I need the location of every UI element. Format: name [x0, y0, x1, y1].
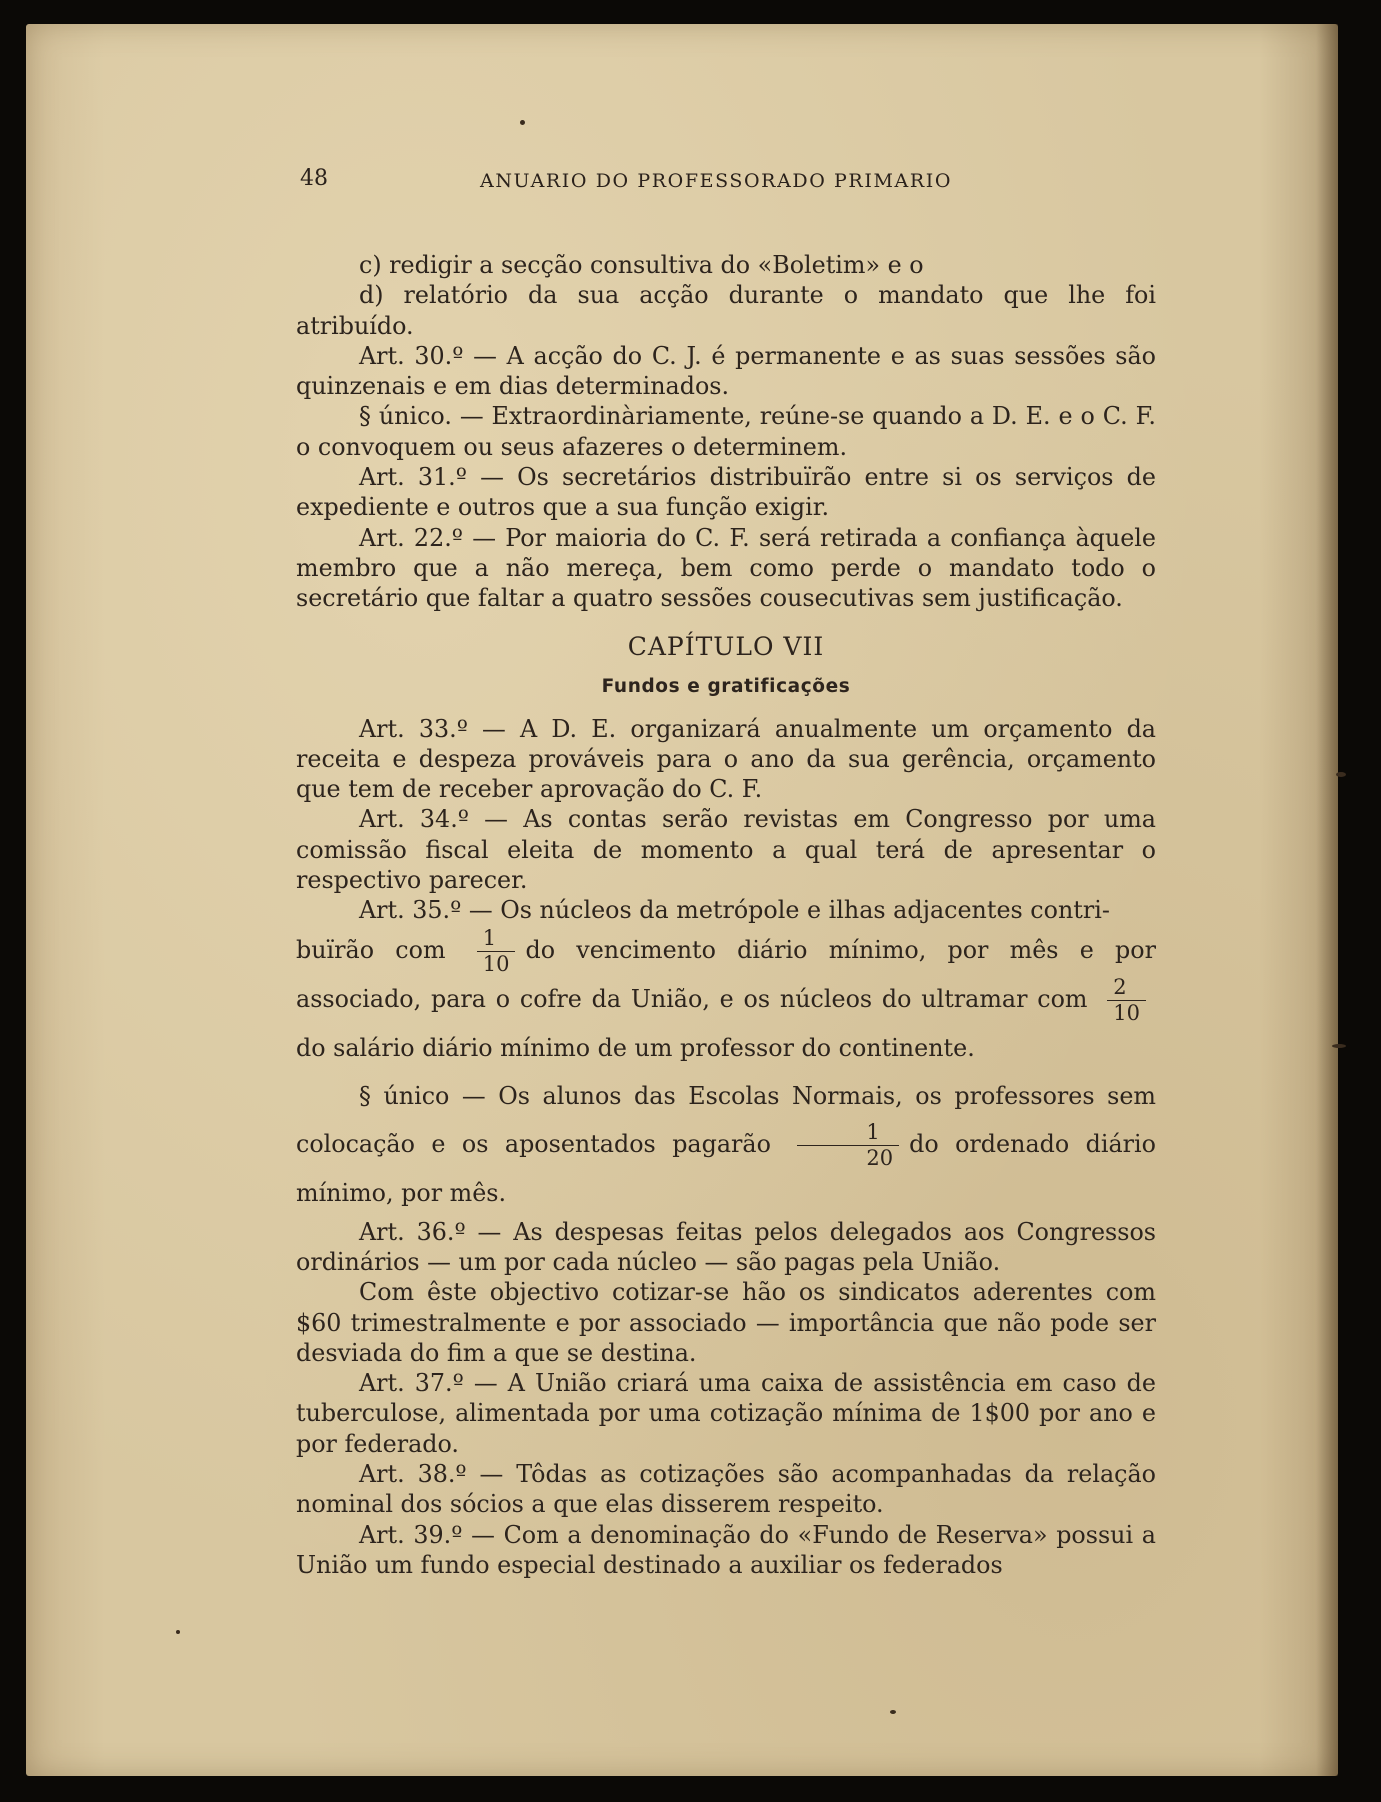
ink-speck	[1332, 1044, 1346, 1048]
article-37: Art. 37.º — A União criará uma caixa de assistência em caso de tuberculose, alimentada por uma cotização mínima de 1$00 por ano e por federado.	[296, 1369, 1156, 1458]
section-title: Fundos e gratificações	[601, 675, 851, 697]
fraction-one-twentieth	[797, 1119, 899, 1170]
page-header	[300, 166, 982, 196]
fraction-one-tenth	[477, 925, 516, 976]
fraction-denominator: 10	[1113, 1000, 1140, 1025]
ink-speck	[176, 1630, 180, 1634]
ink-speck	[890, 1710, 896, 1714]
article-31: Art. 31.º — Os secretários distribuïrão entre si os serviços de expediente e outros que a sua função exigir.	[296, 463, 1156, 522]
page-number: 48	[300, 166, 328, 191]
fraction-two-tenths	[1107, 974, 1146, 1025]
paragraph-unico-part-a: § único — Os alunos das Escolas Normais, os professores sem colocação e os aposentados pagarão	[296, 1081, 1156, 1158]
article-22: Art. 22.º — Por maioria do C. F. será retirada a confiança àquele membro que a não mereça, bem como perde o mandato todo o secretário que faltar a quatro sessões cousecutivas sem justificação.	[296, 523, 1156, 613]
article-36-continued: Com êste objectivo cotizar-se hão os sindicatos aderentes com $60 trimestralmente e por associado — importância que não pode ser desviada do fim a que se destina.	[296, 1278, 1156, 1367]
article-30: Art. 30.º — A acção do C. J. é permanente e as suas sessões são quinzenais e em dias determinados.	[296, 341, 1156, 401]
article-33: Art. 33.º — A D. E. organizará anualmente um orçamento da receita e despeza prováveis para o ano da sua gerência, orçamento que tem de receber aprovação do C. F.	[296, 714, 1156, 804]
book-page	[26, 24, 1338, 1776]
fraction-numerator: 1	[477, 928, 516, 952]
paragraph-unico-part-b: do ordenado diário mínimo, por mês.	[296, 1129, 1156, 1207]
paragraph-unico-35	[296, 1072, 1156, 1217]
paragraph-d: d) relatório da sua acção durante o mandato que lhe foi atribuído.	[296, 281, 1156, 340]
fraction-denominator: 10	[482, 951, 510, 976]
body-text	[296, 250, 1156, 1580]
fraction-numerator: 1	[797, 1122, 899, 1146]
article-36: Art. 36.º — As despesas feitas pelos delegados aos Congressos ordinários — um por cada núcleo — são pagas pela União.	[296, 1217, 1156, 1276]
chapter-title: CAPÍTULO VII	[627, 631, 825, 661]
paragraph-c: c) redigir a secção consultiva do «Boletim» e o	[359, 251, 924, 279]
ink-speck	[1336, 772, 1346, 777]
article-38: Art. 38.º — Tôdas as cotizações são acompanhadas da relação nominal dos sócios a que elas disserem respeito.	[296, 1460, 1156, 1519]
paragraph-unico-30: § único. — Extraordinàriamente, reúne-se quando a D. E. e o C. F. o convoquem ou seus afazeres o determinem.	[296, 402, 1156, 461]
article-39: Art. 39.º — Com a denominação do «Fundo de Reserva» possui a União um fundo especial destinado a auxiliar os federados	[296, 1520, 1156, 1579]
article-35-body	[296, 926, 1156, 1072]
article-35-part-a: buïrão com	[296, 935, 467, 964]
article-35-part-c: do salário diário mínimo de um professor do continente.	[296, 1033, 975, 1062]
running-title: ANUARIO DO PROFESSORADO PRIMARIO	[480, 170, 953, 192]
fraction-denominator: 20	[866, 1145, 894, 1170]
article-34: Art. 34.º — As contas serão revistas em Congresso por uma comissão fiscal eleita de momento a qual terá de apresentar o respectivo parecer.	[296, 805, 1156, 895]
fraction-numerator: 2	[1107, 977, 1146, 1001]
article-35-part-b: do vencimento diário mínimo, por mês e por associado, para o cofre da União, e os núcleos do ultramar com	[296, 935, 1156, 1013]
article-35-line1: Art. 35.º — Os núcleos da metrópole e ilhas adjacentes contri-	[359, 896, 1110, 925]
ink-speck	[520, 120, 525, 125]
page-spine-shadow	[1316, 24, 1338, 1776]
